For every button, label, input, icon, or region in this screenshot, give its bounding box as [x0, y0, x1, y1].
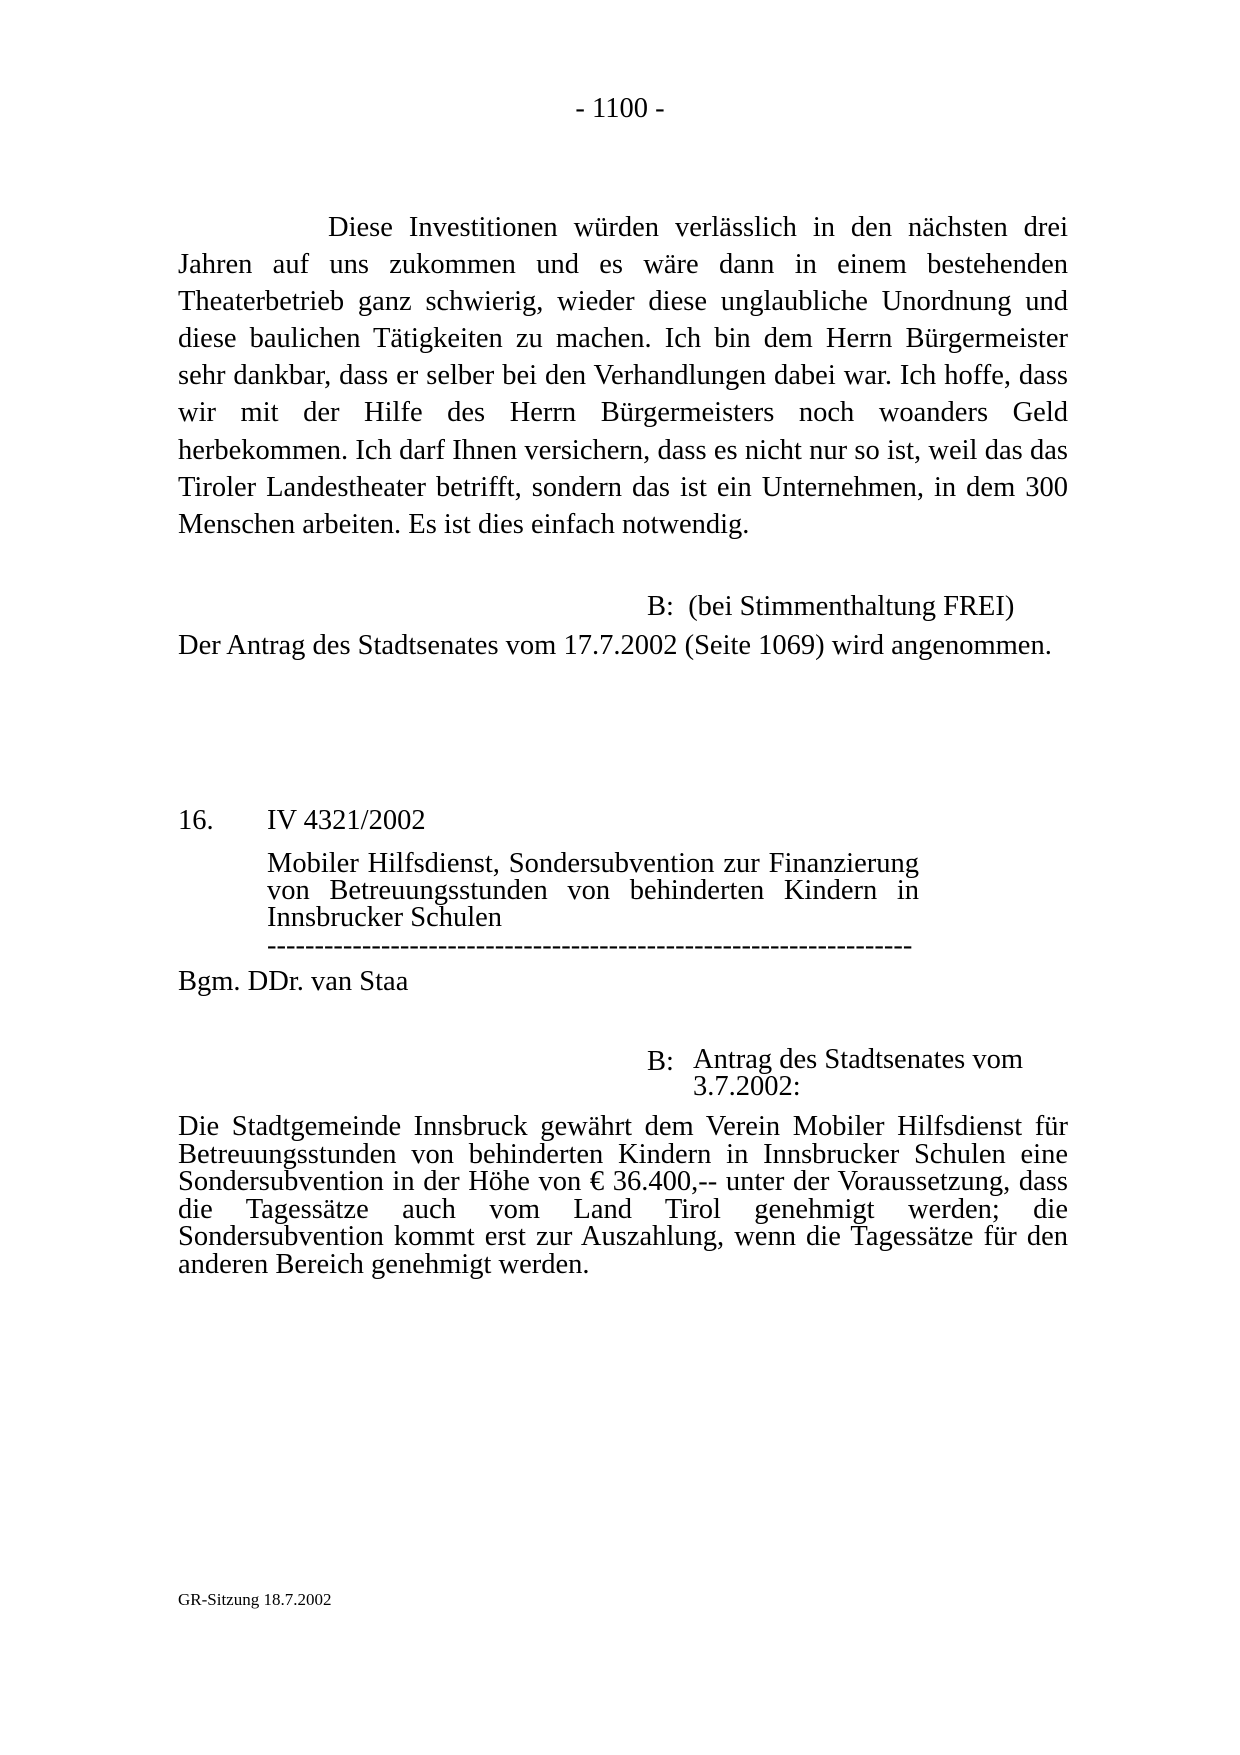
speaker: Bgm. DDr. van Staa — [178, 966, 409, 997]
item-reference: IV 4321/2002 — [267, 805, 426, 836]
intro-paragraph: Diese Investitionen würden verlässlich in den nächsten drei Jahren auf uns zukommen und es wäre dann in einem bestehenden Theaterbetrieb ganz schwierig, wieder diese unglaubliche Unordnung und diese baulichen Tätigkeiten zu machen. Ich bin dem Herrn Bürgermeister sehr dankbar, dass er selber bei den Verhandlungen dabei war. Ich hoffe, dass wir mit der Hilfe des Herrn Bürgermeisters noch woanders Geld herbekommen. Ich darf Ihnen versichern, dass es nicht nur so ist, weil das das Tiroler Landestheater betrifft, sondern das ist ein Unternehmen, in dem 300 Menschen arbeiten. Es ist dies einfach notwendig. — [178, 212, 1068, 540]
decision-1-header — [647, 593, 1014, 621]
item-subject: Mobiler Hilfsdienst, Sondersubvention zur Finanzierung von Betreuungsstunden von behinderten Kindern in Innsbrucker Schulen — [267, 848, 919, 933]
decision-2-label: B: — [647, 1046, 674, 1077]
item-number: 16. — [178, 805, 214, 836]
decision-1-label: B: — [647, 591, 674, 622]
decision-1-text: Der Antrag des Stadtsenates vom 17.7.2002 (Seite 1069) wird angenommen. — [178, 630, 1052, 661]
footer: GR-Sitzung 18.7.2002 — [178, 1590, 332, 1609]
item-separator: -------------------------------------------------------------------- — [267, 932, 913, 960]
decision-1-note: (bei Stimmenthaltung FREI) — [688, 591, 1015, 622]
decision-2-text: Die Stadtgemeinde Innsbruck gewährt dem Verein Mobiler Hilfsdienst für Betreuungsstunden von behinderten Kindern in Innsbrucker Schulen eine Sondersubvention in der Höhe von € 36.400,-- unter der Voraussetzung, dass die Tagessätze auch vom Land Tirol genehmigt werden; die Sondersubvention kommt erst zur Auszahlung, wenn die Tagessätze für den anderen Bereich genehmigt werden. — [178, 1111, 1068, 1280]
page-number: - 1100 - — [575, 93, 665, 124]
decision-2-heading: Antrag des Stadtsenates vom 3.7.2002: — [693, 1044, 1024, 1102]
